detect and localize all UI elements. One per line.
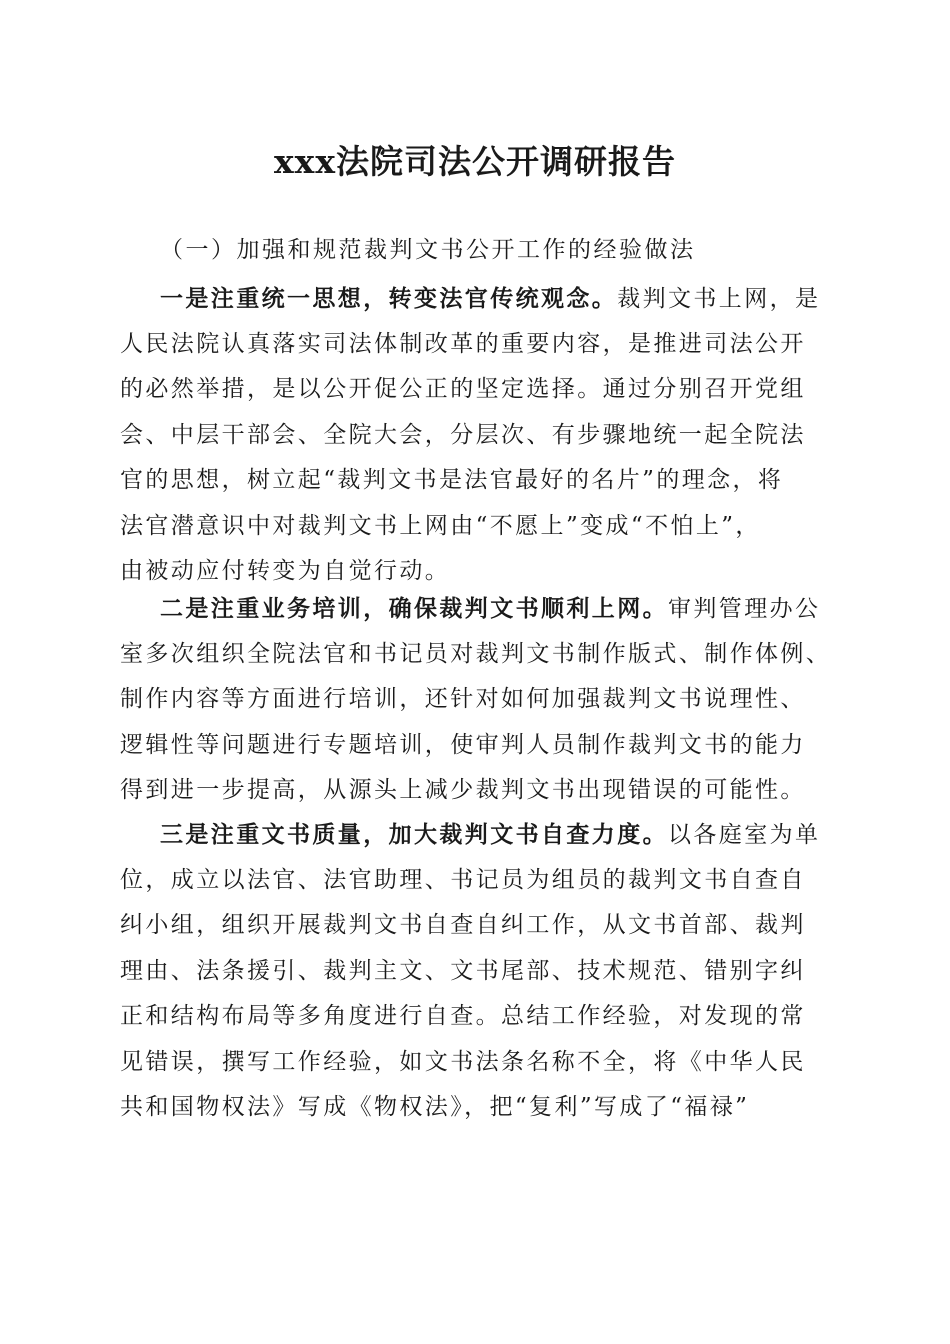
paragraph-line: 得到进一步提高，从源头上减少裁判文书出现错误的可能性。 [120, 777, 806, 803]
paragraph-line: 纠小组，组织开展裁判文书自查自纠工作，从文书首部、裁判 [120, 912, 806, 938]
paragraph-line: 制作内容等方面进行培训，还针对如何加强裁判文书说理性、 [120, 686, 806, 712]
paragraph-first-line [120, 586, 830, 632]
paragraph-line: 见错误，撰写工作经验，如文书法条名称不全，将《中华人民 [120, 1048, 806, 1075]
paragraph-line: 理由、法条援引、裁判主文、文书尾部、技术规范、错别字纠 [120, 957, 806, 984]
paragraph-first-line [120, 812, 830, 858]
paragraph-line: 会、中层干部会、全院大会，分层次、有步骤地统一起全院法 [120, 421, 806, 448]
paragraph-line: 逻辑性等问题进行专题培训，使审判人员制作裁判文书的能力 [120, 731, 806, 758]
paragraph-line: 正和结构布局等多角度进行自查。总结工作经验，对发现的常 [120, 1003, 806, 1029]
paragraph-line: 由被动应付转变为自觉行动。 [120, 558, 451, 584]
document-title: xxx法院司法公开调研报告 [273, 142, 677, 181]
paragraph-lead: 二是注重业务培训，确保裁判文书顺利上网。 [160, 595, 668, 622]
paragraph-line: 法官潜意识中对裁判文书上网由“不愿上”变成“不怕上”， [120, 512, 761, 539]
paragraph-line: 共和国物权法》写成《物权法》，把“复利”写成了“福禄” [120, 1094, 750, 1120]
paragraph-line: 位，成立以法官、法官助理、书记员为组员的裁判文书自查自 [120, 866, 806, 893]
section-heading: （一）加强和规范裁判文书公开工作的经验做法 [160, 237, 696, 263]
paragraph-first-line-text: 以各庭室为单 [668, 822, 821, 848]
paragraph-first-line-text: 裁判文书上网，是 [617, 286, 821, 312]
paragraph [120, 276, 830, 595]
paragraph-first-line-text: 审判管理办公 [668, 596, 821, 622]
paragraph-line: 官的思想，树立起“裁判文书是法官最好的名片”的理念，将 [120, 467, 784, 493]
paragraph-lead: 一是注重统一思想，转变法官传统观念。 [160, 285, 618, 312]
paragraph [120, 586, 830, 814]
paragraph-line: 人民法院认真落实司法体制改革的重要内容，是推进司法公开 [120, 330, 806, 357]
paragraph-lead: 三是注重文书质量，加大裁判文书自查力度。 [160, 821, 668, 848]
paragraph-line: 室多次组织全院法官和书记员对裁判文书制作版式、制作体例、 [120, 640, 832, 667]
paragraph-line: 的必然举措，是以公开促公正的坚定选择。通过分别召开党组 [120, 376, 806, 402]
paragraph-first-line [120, 276, 830, 322]
paragraph [120, 812, 830, 1131]
